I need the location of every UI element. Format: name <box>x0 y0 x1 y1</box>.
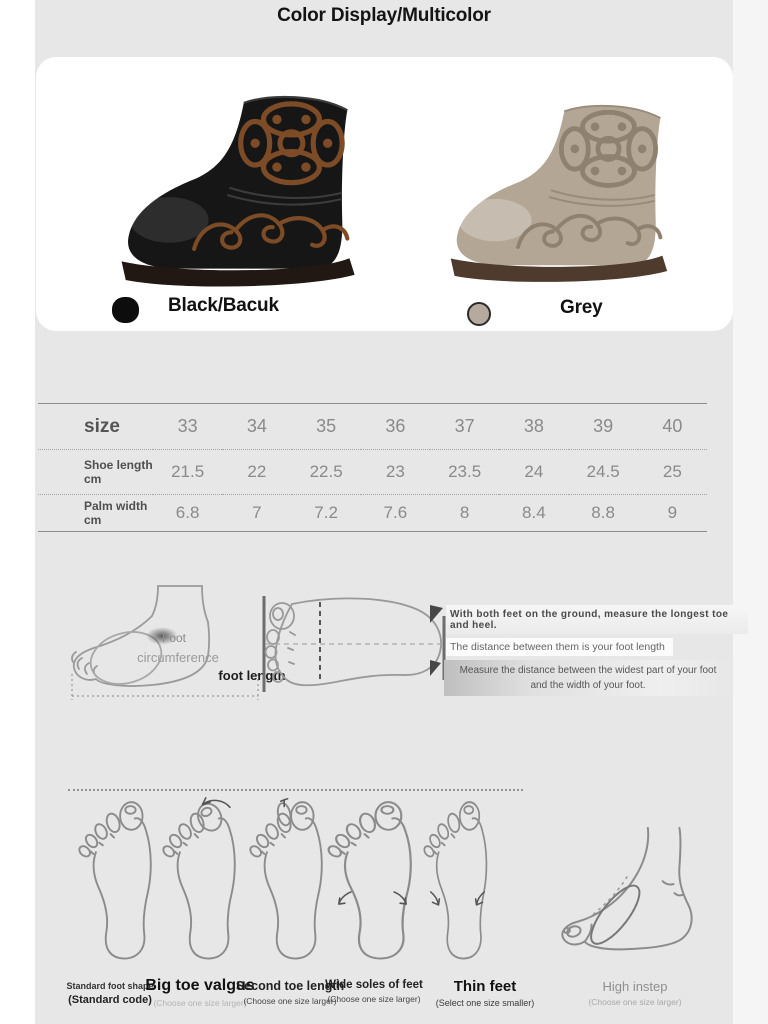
length-cell: 23.5 <box>430 450 499 495</box>
instruction-line-2: The distance between them is your foot length <box>446 638 673 656</box>
grey-boot-image <box>435 95 705 297</box>
width-cell: 9 <box>667 503 678 522</box>
table-row-shoe-length <box>38 450 707 495</box>
row-label-shoe-length: Shoe length cm <box>38 450 153 495</box>
width-cell: 8 <box>459 503 470 522</box>
foot-shape-subtitle: (Choose one size larger) <box>153 998 247 1008</box>
size-table <box>38 403 707 532</box>
size-cell: 36 <box>361 404 430 450</box>
foot-shape-subtitle: (Choose one size larger) <box>243 996 337 1006</box>
size-cell: 34 <box>222 404 291 450</box>
foot-shape-subtitle: (Choose one size larger) <box>327 994 421 1004</box>
length-cell: 23 <box>361 450 430 495</box>
black-boot-image <box>105 85 395 303</box>
width-cell: 6.8 <box>175 503 200 522</box>
length-cell: 24 <box>499 450 568 495</box>
grey-swatch-label: Grey <box>560 297 603 318</box>
size-cell: 37 <box>430 404 499 450</box>
foot-shape-title: Big toe valgus <box>145 977 255 994</box>
size-cell: 38 <box>499 404 568 450</box>
second-toe-length-diagram <box>241 788 336 970</box>
length-cell: 22.5 <box>292 450 361 495</box>
wide-soles-diagram <box>325 788 420 970</box>
foot-top-measurement-diagram <box>256 590 451 704</box>
foot-shape-label-wide-soles <box>318 979 430 1004</box>
arrow-marker-icon <box>430 605 443 623</box>
foot-shape-title: Thin feet <box>453 978 517 995</box>
length-cell: 24.5 <box>569 450 638 495</box>
foot-shape-subtitle: (Standard code) <box>68 994 152 1006</box>
size-cell: 35 <box>292 404 361 450</box>
width-cell: 7 <box>252 503 262 522</box>
foot-length-label: foot length <box>182 668 322 683</box>
foot-shape-label-thin-feet <box>425 978 545 1008</box>
size-cell: 40 <box>638 404 707 450</box>
foot-shape-title: Second toe length <box>235 979 345 993</box>
width-cell: 8.8 <box>591 503 615 522</box>
arrow-marker-icon <box>430 660 441 676</box>
width-cell: 8.4 <box>522 503 546 522</box>
length-cell: 25 <box>638 450 707 495</box>
length-cell: 22 <box>222 450 291 495</box>
foot-shape-title: Standard foot shape <box>66 981 154 991</box>
thin-feet-diagram <box>410 788 505 970</box>
size-cell: 39 <box>569 404 638 450</box>
table-row-size <box>38 404 707 450</box>
measurement-instructions <box>430 605 748 700</box>
foot-shape-title: High instep <box>602 979 668 994</box>
black-swatch-label: Black/Bacuk <box>168 295 279 316</box>
foot-circumference-label-line1: Foot <box>161 631 187 645</box>
instruction-line-1: With both feet on the ground, measure the longest toe and heel. <box>446 605 748 634</box>
foot-circumference-label-line2: circumference <box>137 650 219 665</box>
length-cell: 21.5 <box>153 450 222 495</box>
instruction-line-3: Measure the distance between the widest part of your foot and the width of your foot. <box>444 660 732 696</box>
size-cell: 33 <box>153 404 222 450</box>
table-row-palm-width <box>38 495 707 532</box>
page-title: Color Display/Multicolor <box>277 5 491 26</box>
grey-color-swatch[interactable] <box>467 302 491 326</box>
black-color-swatch[interactable] <box>112 297 139 323</box>
row-label-size: size <box>38 404 153 450</box>
standard-foot-diagram <box>70 788 165 970</box>
color-display-card <box>36 57 733 331</box>
high-instep-diagram <box>552 820 720 968</box>
foot-shape-title: Wide soles of feet <box>325 979 423 991</box>
foot-side-measurement-diagram <box>62 578 272 706</box>
right-margin <box>733 0 768 1024</box>
big-toe-valgus-diagram <box>154 788 249 970</box>
width-cell: 7.2 <box>314 503 338 522</box>
foot-shape-label-high-instep <box>570 979 700 1007</box>
foot-shape-subtitle: (Select one size smaller) <box>435 998 535 1008</box>
width-cell: 7.6 <box>383 503 408 522</box>
row-label-palm-width: Palm width cm <box>84 499 148 527</box>
foot-shape-subtitle: (Choose one size larger) <box>588 997 682 1007</box>
